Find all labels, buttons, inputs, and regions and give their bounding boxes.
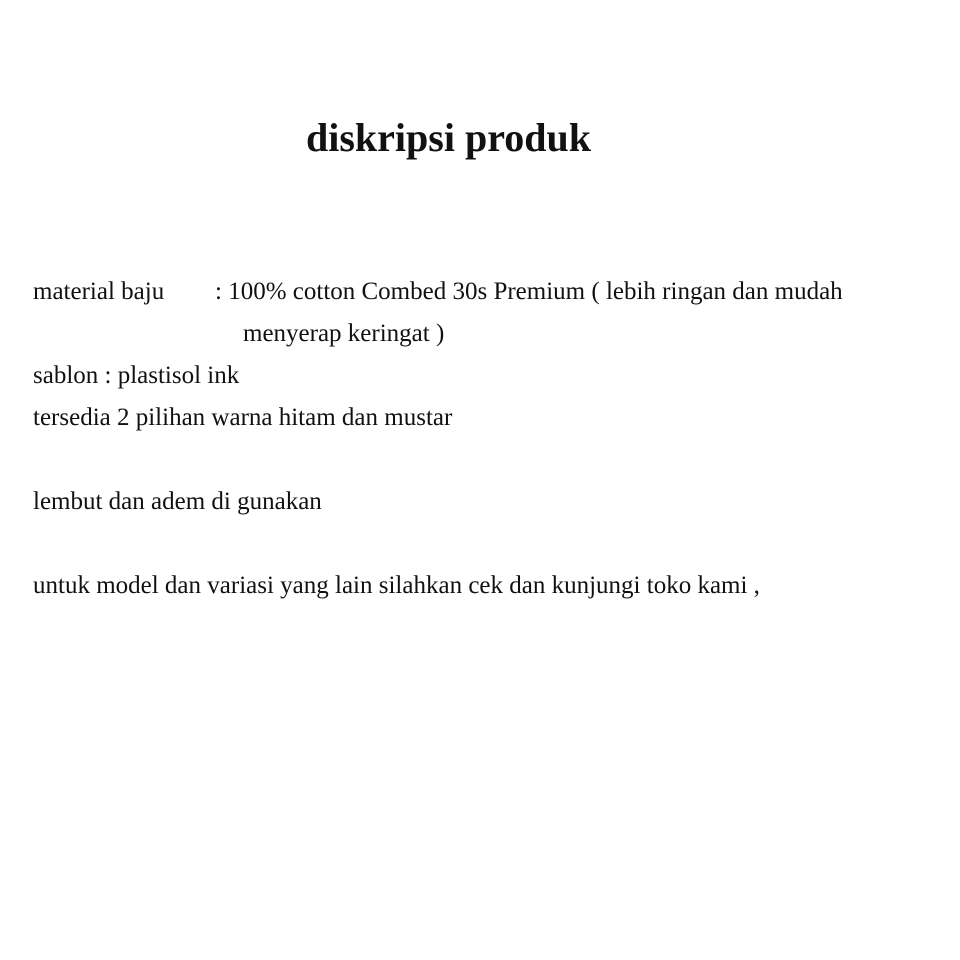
material-value: : 100% cotton Combed 30s Premium ( lebih ringan dan mudah [215,278,843,305]
page-title: diskripsi produk [306,115,591,160]
sablon-line: sablon : plastisol ink [33,362,240,389]
material-continuation: menyerap keringat ) [243,320,445,347]
material-label: material baju [33,278,165,305]
invitation-line: untuk model dan variasi yang lain silahkan cek dan kunjungi toko kami , [33,572,760,599]
colors-line: tersedia 2 pilihan warna hitam dan mustar [33,404,453,431]
material-line [33,275,843,309]
comfort-line: lembut dan adem di gunakan [33,488,322,515]
